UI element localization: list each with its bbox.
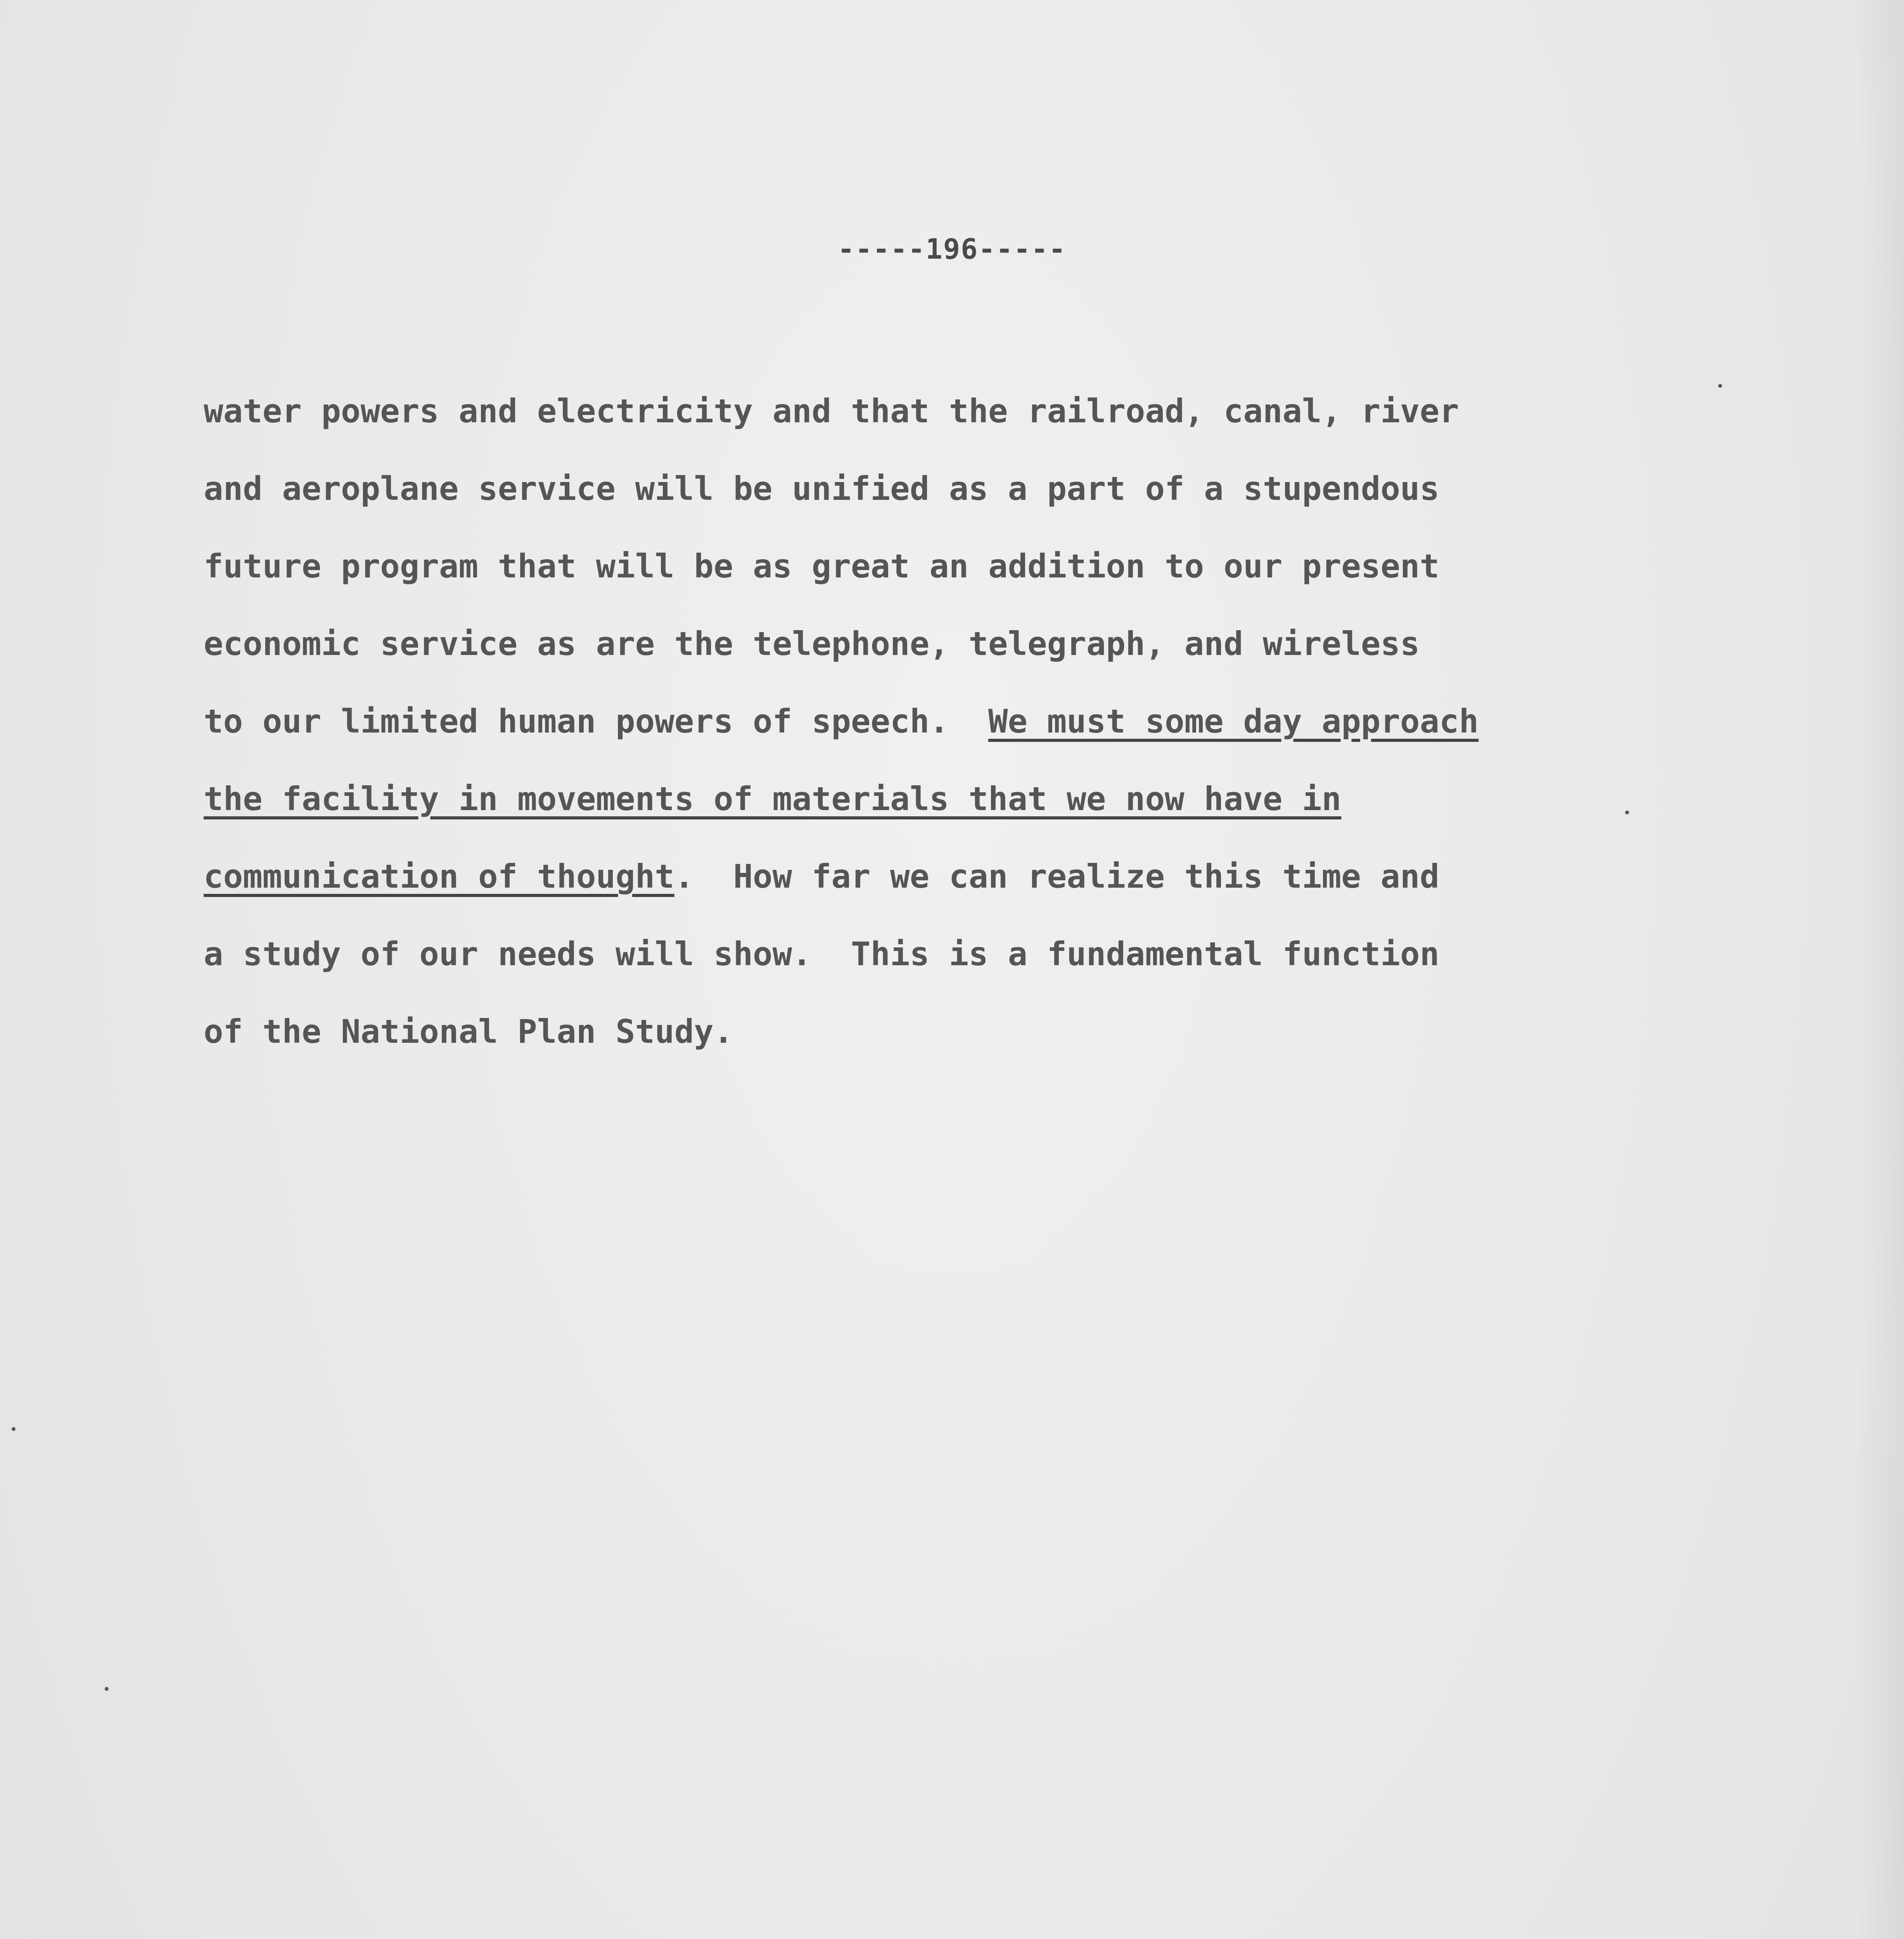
text-line: economic service as are the telephone, telegraph, and wireless	[204, 625, 1420, 663]
text-line: water powers and electricity and that the railroad, canal, river	[204, 392, 1459, 430]
text-line: of the National Plan Study.	[204, 1013, 733, 1051]
text-line: future program that will be as great an addition to our present	[204, 547, 1440, 585]
paper-speck	[105, 1687, 109, 1691]
paper-speck	[1625, 811, 1629, 814]
text-line: a study of our needs will show. This is a fundamental function	[204, 935, 1440, 973]
page-number: -----196-----	[837, 233, 1067, 265]
body-paragraph	[204, 372, 1716, 1070]
underlined-text: the facility in movements of materials that we now have in	[204, 780, 1342, 818]
paper-speck	[1718, 384, 1722, 388]
text-line: and aeroplane service will be unified as a part of a stupendous	[204, 470, 1440, 508]
text-line	[204, 760, 1716, 838]
underlined-text: communication of thought	[204, 857, 674, 895]
underlined-text: We must some day approach	[988, 702, 1479, 740]
text-line: to our limited human powers of speech. We must some day approach	[204, 702, 1479, 740]
text-line: communication of thought. How far we can realize this time and	[204, 857, 1440, 895]
page-edge-shadow	[1857, 0, 1904, 1939]
paper-speck	[12, 1427, 16, 1431]
